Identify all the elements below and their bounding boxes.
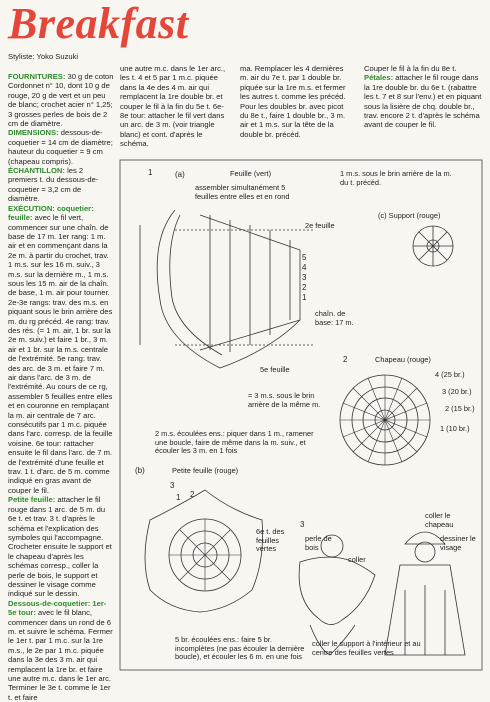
flower-diagram — [145, 490, 263, 612]
label-execution: EXÉCUTION: coquetier: feuille: — [8, 203, 94, 223]
text-petite-feuille: attacher le fil rouge dans 1 arc. de 5 m. du 6e t. et trav. 3 t. d'après le schéma et l'explication des symboles qui l'accompagne. Crocheter ensuite le support et le chapeau d'après les schémas corresp., coller la perle de bois, le support et dessiner le visage comme indiqué sur le dessin. — [8, 495, 112, 599]
glue-label: coller — [348, 555, 366, 564]
text-dimensions: dessous-de-coquetier = 14 cm de diamètre; hauteur du coquetier = 9 cm (chapeau compris). — [8, 128, 113, 166]
support-title: (c) Support (rouge) — [378, 211, 441, 220]
row-number-2: 2 — [302, 283, 307, 292]
diagram-label-b: (b) — [135, 466, 145, 475]
dc5tog-note: 5 br. écoulées ens.: faire 5 br. incomplètes (ne pas écouler la dernière boucle), et écouler les 6 m. en une fois — [175, 635, 305, 662]
leaf-diagram — [140, 210, 315, 368]
glue-hat-label: coller le chapeau — [425, 511, 454, 529]
sc2tog-note: 2 m.s. écoulées ens.: piquer dans 1 m., ramener une boucle, faire de même dans la m. suiv., et écouler les 3 m. en 1 fois — [155, 429, 314, 456]
flower-round-2: 2 — [190, 490, 195, 499]
base-chain-label: chaîn. de base: 17 m. — [315, 309, 354, 327]
row-number-3: 3 — [302, 273, 307, 282]
flower-round-3: 3 — [170, 481, 175, 490]
text-execution: avec le fil vert, commencer sur une chaîn. de base de 17 m. 1er rang: 1 m. air et en commençant dans la 2e m. à partir du crochet, trav. 1 m.s. sur les 16 m. suiv., 3 m.s. sur la dernière m., 1 m.s. sous les 15 m. air de la chaîn. de base, 1 m. air pour tourner. 2e-3e rangs: trav. des m.s. en piquant sous le brin arrière des m. du rg précéd. 4e rang: trav. des rés. (= 1 m. air, 1 br. sur la 2e m. suiv.) et faire 1 br., 3 m. air et 1 br. sur la m.s. centrale de l'extrémité. 5e rang: trav. des arc. de 3 m. et faire 7 m. air dans l'arc. de 3 m. de l'extrémité. Au cours de ce rg, assembler 5 feuilles entre elles et en couronne en remplaçant la m. air centrale de 7 arc. consécutifs par 1 m.c. piquée dans l'arc. corresp. de la feuille voisine. 6e tour: rattacher ensuite le fil dans l'arc. de 7 m. de l'extrémité d'une feuille et trav. 1 t. d'arc. de 5 m. comme indiqué en gras avant de couper le fil. — [8, 213, 113, 495]
hat-title: Chapeau (rouge) — [375, 355, 431, 364]
label-petales: Pétales: — [364, 73, 394, 83]
diagram-label-a: (a) — [175, 170, 185, 179]
diagram-number-3: 3 — [300, 520, 305, 529]
row-number-1: 1 — [302, 293, 307, 302]
label-echantillon: ÉCHANTILLON: — [8, 166, 65, 176]
sixth-round-label: 6e t. des feuilles vertes — [256, 527, 285, 554]
row-number-4: 4 — [302, 263, 307, 272]
small-leaf-title: Petite feuille (rouge) — [172, 466, 239, 475]
label-dimensions: DIMENSIONS: — [8, 128, 59, 138]
sc-back-loop-note: 1 m.s. sous le brin arrière de la m. du t. précéd. — [340, 169, 452, 187]
page-title: Breakfast — [8, 0, 189, 48]
text-dessous: avec le fil blanc, commencer dans un rond de 6 m. et suivre le schéma. Fermer le 1er t. par 1 m.c. sur la 1re m.s., le 2e par 1 m.c. piquée dans la 3e des 3 m. air qui remplacent la 1re br. et faire une autre m.c. dans le 1er arc. Terminer le 3e t. comme le 1er t. et faire — [8, 608, 113, 702]
label-fournitures: FOURNITURES: — [8, 72, 66, 81]
hat-row-3: 3 (20 br.) — [442, 387, 472, 396]
text-couper: Couper le fil à la fin du 8e t. — [364, 64, 457, 73]
hat-row-1: 1 (10 br.) — [440, 424, 470, 433]
fifth-leaf-label: 5e feuille — [260, 365, 290, 374]
second-leaf-label: 2e feuille — [305, 221, 335, 230]
diagram-frame — [120, 160, 482, 670]
text-echantillon: les 2 premiers t. du dessous-de-coquetier = 3,2 cm de diamètre. — [8, 166, 99, 204]
three-sc-note: = 3 m.s. sous le brin arrière de la même m. — [248, 391, 321, 409]
flower-round-1: 1 — [176, 493, 181, 502]
label-dessous: Dessous-de-coquetier: 1er-5e tour: — [8, 598, 107, 618]
diagram-number-1: 1 — [148, 168, 153, 177]
instructions-column-3: ma. Remplacer les 4 dernières m. air du 7e t. par 1 double br. piquée sur la 1re m.s. et fermer les autres t. comme les précéd. Pour les doubles br. avec picot du 8e t., faire 1 double br., 3 m. air et 1 m.s. sur la tête de la double br. précéd. — [240, 64, 346, 139]
glue-support-label: coller le support à l'intérieur et au centre des feuilles vertes — [312, 639, 421, 657]
instructions-column-2: une autre m.c. dans le 1er arc., les t. 4 et 5 par 1 m.c. piquée dans la 4e des 4 m. air qui remplacent la 1re double br. et couper le fil à la fin du 5e t. 6e-8e tour: attacher le fil vert dans un arc. de 3 m. (voir triangle blanc) et cont. d'après le schéma. — [120, 64, 226, 149]
stylist-credit: Styliste: Yoko Suzuki — [8, 52, 79, 61]
support-diagram — [413, 226, 453, 266]
text-petales: attacher le fil rouge dans la 1re double br. du 6e t. (rabattre les t. 7 et 8 sur l'env.) et en piquant sous la lisière de chq. double br., trav. encore 2 t. d'après le schéma avant de couper le fil. — [364, 73, 482, 130]
hat-diagram — [340, 375, 430, 465]
diagram-number-2: 2 — [343, 355, 348, 364]
leaf-title: Feuille (vert) — [230, 169, 272, 178]
assemble-note: assembler simultanément 5 feuilles entre elles et en rond — [195, 183, 290, 201]
row-number-5: 5 — [302, 253, 307, 262]
text-fournitures: 30 g de coton Cordonnet n° 10, dont 10 g de rouge, 20 g de vert et un peu de blanc; crochet acier n° 1,25; 3 grosses perles de bois de 2 cm de diamètre. — [8, 72, 114, 129]
wood-bead-label: perle de bois — [305, 534, 332, 552]
label-petite-feuille: Petite feuille: — [8, 495, 56, 505]
hat-row-2: 2 (15 br.) — [445, 404, 475, 413]
draw-face-label: dessiner le visage — [440, 534, 476, 552]
hat-row-4: 4 (25 br.) — [435, 370, 465, 379]
